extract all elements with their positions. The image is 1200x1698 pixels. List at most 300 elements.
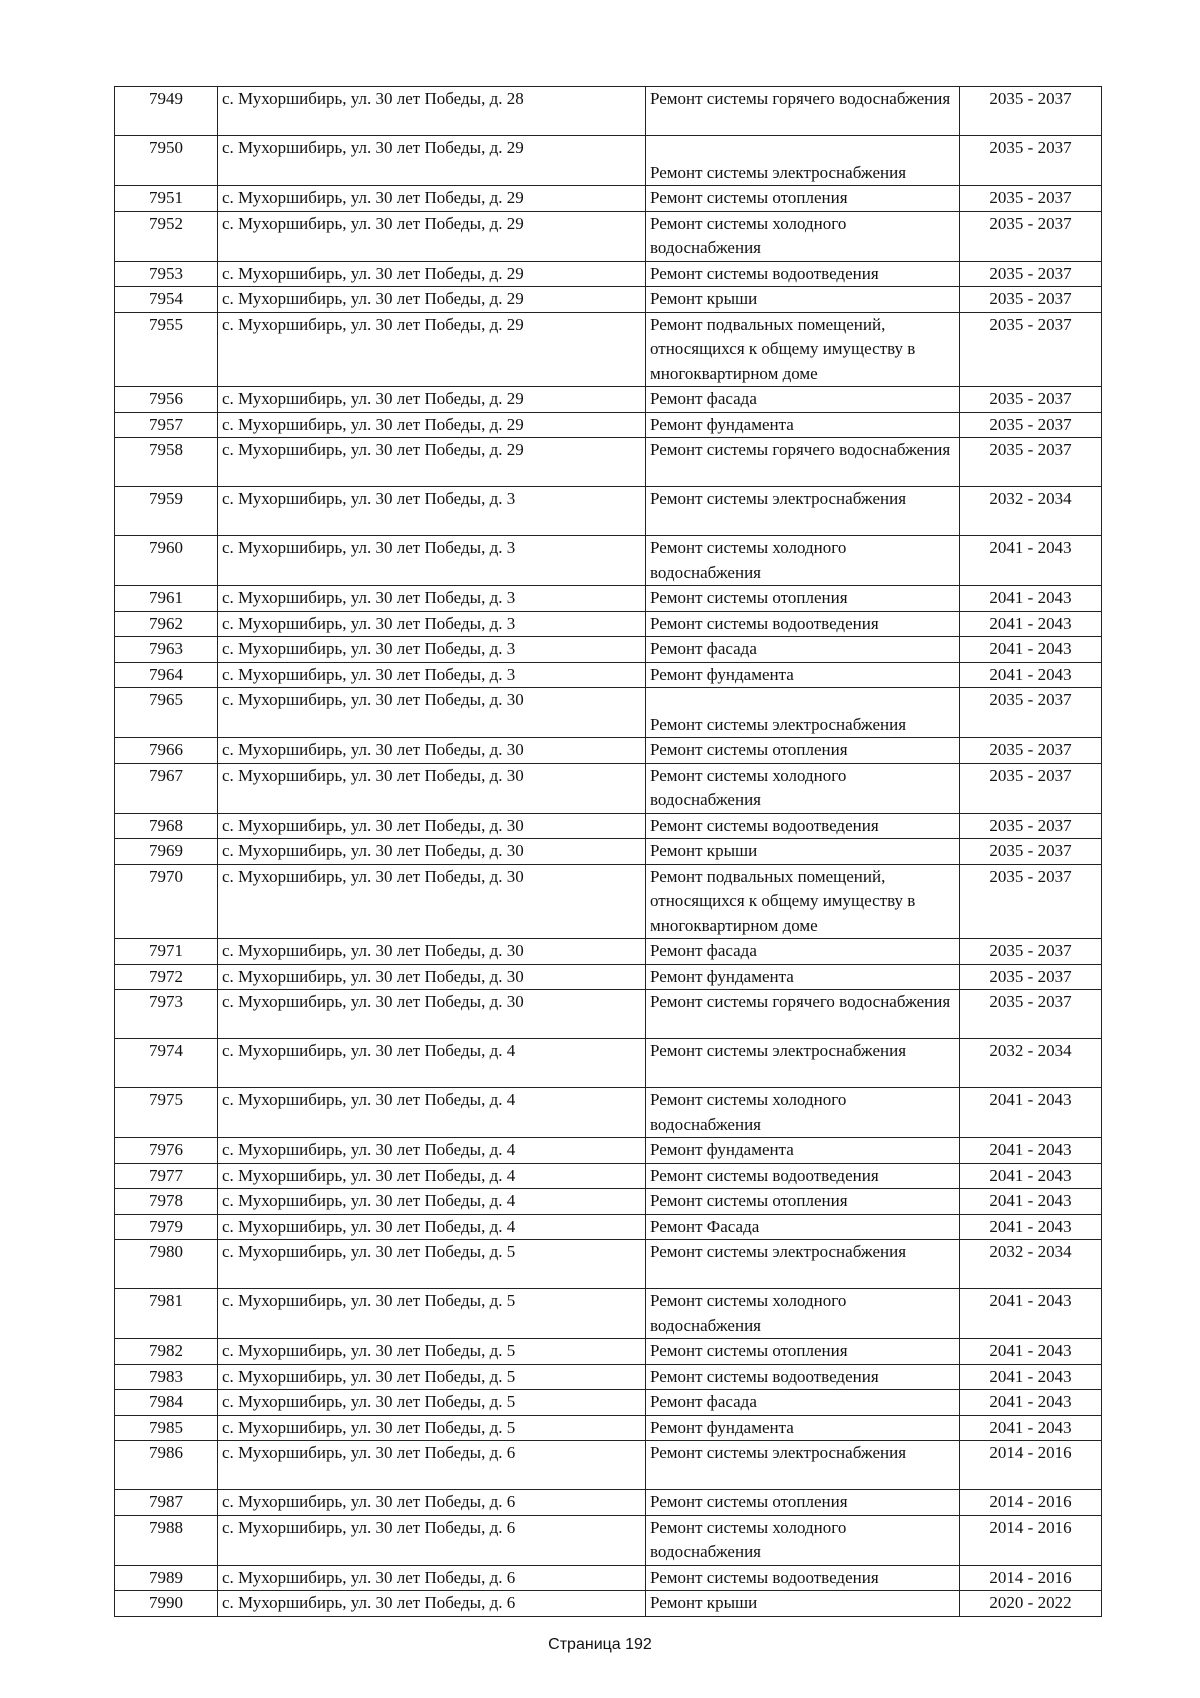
address-cell-text: с. Мухоршибирь, ул. 30 лет Победы, д. 3: [222, 613, 516, 633]
work-type-cell-text: Ремонт системы холодного водоснабжения: [650, 1291, 847, 1335]
address-cell: [218, 1390, 646, 1416]
work-type-cell: [646, 1289, 960, 1339]
work-type-cell: [646, 1415, 960, 1441]
row-number-cell-text: 7950: [149, 138, 183, 157]
period-cell-text: 2035 - 2037: [989, 440, 1072, 459]
row-number-cell: [115, 1214, 218, 1240]
work-type-cell-text: Ремонт системы холодного водоснабжения: [650, 213, 847, 257]
period-cell: [960, 1339, 1102, 1365]
address-cell-text: с. Мухоршибирь, ул. 30 лет Победы, д. 29: [222, 389, 524, 408]
address-cell: [218, 186, 646, 212]
work-type-cell: [646, 1515, 960, 1565]
work-type-cell: [646, 964, 960, 990]
row-number-cell: [115, 939, 218, 965]
address-cell-text: с. Мухоршибирь, ул. 30 лет Победы, д. 6: [222, 1443, 516, 1462]
period-cell: [960, 438, 1102, 487]
address-cell: [218, 536, 646, 586]
row-number-cell: [115, 387, 218, 413]
work-type-cell: [646, 412, 960, 438]
row-number-cell-text: 7955: [149, 314, 183, 334]
work-type-cell-text: Ремонт фасада: [650, 1392, 757, 1411]
address-cell: [218, 1515, 646, 1565]
row-number-cell-text: 7990: [149, 1593, 183, 1612]
table-row: [115, 1088, 1102, 1138]
period-cell-text: 2035 - 2037: [989, 289, 1072, 308]
period-cell: [960, 1490, 1102, 1516]
table-row: [115, 211, 1102, 261]
work-type-cell-text: Ремонт системы электроснабжения: [650, 162, 907, 182]
table-row: [115, 662, 1102, 688]
period-cell-text: 2041 - 2043: [989, 538, 1072, 557]
address-cell-text: с. Мухоршибирь, ул. 30 лет Победы, д. 6: [222, 1593, 516, 1612]
row-number-cell-text: 7952: [149, 213, 183, 233]
row-number-cell-text: 7963: [149, 639, 183, 658]
work-type-cell: [646, 261, 960, 287]
address-cell: [218, 763, 646, 813]
address-cell-text: с. Мухоршибирь, ул. 30 лет Победы, д. 30: [222, 815, 524, 835]
period-cell: [960, 1364, 1102, 1390]
work-type-cell: [646, 586, 960, 612]
row-number-cell-text: 7973: [149, 992, 183, 1011]
table-row: [115, 813, 1102, 839]
row-number-cell: [115, 261, 218, 287]
work-type-cell-text: Ремонт системы отопления: [650, 188, 848, 207]
work-type-cell-text: Ремонт системы электроснабжения: [650, 714, 907, 734]
row-number-cell: [115, 990, 218, 1039]
row-number-cell: [115, 487, 218, 536]
work-type-cell-text: Ремонт системы холодного водоснабжения: [650, 765, 847, 809]
address-cell-text: с. Мухоршибирь, ул. 30 лет Победы, д. 3: [222, 588, 516, 607]
table-row: [115, 186, 1102, 212]
address-cell-text: с. Мухоршибирь, ул. 30 лет Победы, д. 30: [222, 841, 524, 860]
period-cell-text: 2032 - 2034: [989, 489, 1072, 508]
row-number-cell: [115, 1490, 218, 1516]
work-type-cell-text: Ремонт системы холодного водоснабжения: [650, 1090, 847, 1134]
address-cell: [218, 1163, 646, 1189]
address-cell-text: с. Мухоршибирь, ул. 30 лет Победы, д. 29: [222, 188, 524, 207]
table-row: [115, 1490, 1102, 1516]
address-cell: [218, 312, 646, 387]
address-cell: [218, 637, 646, 663]
period-cell-text: 2041 - 2043: [989, 1341, 1072, 1360]
address-cell: [218, 136, 646, 186]
address-cell-text: с. Мухоршибирь, ул. 30 лет Победы, д. 6: [222, 1492, 516, 1511]
table-row: [115, 939, 1102, 965]
work-type-cell-text: Ремонт системы отопления: [650, 1492, 848, 1511]
table-row: [115, 387, 1102, 413]
table-row: [115, 1163, 1102, 1189]
address-cell-text: с. Мухоршибирь, ул. 30 лет Победы, д. 30: [222, 941, 524, 960]
period-cell-text: 2035 - 2037: [989, 866, 1072, 886]
period-cell-text: 2041 - 2043: [989, 588, 1072, 607]
period-cell: [960, 1591, 1102, 1617]
period-cell: [960, 864, 1102, 939]
work-type-cell-text: Ремонт системы отопления: [650, 740, 848, 759]
work-type-cell: [646, 939, 960, 965]
row-number-cell-text: 7979: [149, 1216, 183, 1236]
work-type-cell: [646, 312, 960, 387]
period-cell-text: 2041 - 2043: [989, 1216, 1072, 1236]
period-cell: [960, 387, 1102, 413]
period-cell-text: 2035 - 2037: [989, 414, 1072, 434]
address-cell: [218, 211, 646, 261]
period-cell: [960, 1088, 1102, 1138]
period-cell-text: 2035 - 2037: [989, 188, 1072, 207]
row-number-cell-text: 7985: [149, 1417, 183, 1437]
table-row: [115, 536, 1102, 586]
row-number-cell-text: 7954: [149, 289, 183, 308]
table-body: [115, 87, 1102, 1617]
period-cell: [960, 1039, 1102, 1088]
address-cell-text: с. Мухоршибирь, ул. 30 лет Победы, д. 30: [222, 966, 524, 986]
row-number-cell-text: 7967: [149, 765, 183, 785]
row-number-cell-text: 7949: [149, 89, 183, 108]
work-type-cell-text: Ремонт подвальных помещений, относящихся к общему имуществу в многоквартирном доме: [650, 866, 916, 935]
work-type-cell-text: Ремонт системы горячего водоснабжения: [650, 89, 951, 108]
address-cell-text: с. Мухоршибирь, ул. 30 лет Победы, д. 5: [222, 1341, 516, 1360]
address-cell-text: с. Мухоршибирь, ул. 30 лет Победы, д. 4: [222, 1165, 516, 1185]
work-type-cell-text: Ремонт фундамента: [650, 664, 794, 684]
period-cell: [960, 487, 1102, 536]
period-cell-text: 2041 - 2043: [989, 1191, 1072, 1210]
address-cell-text: с. Мухоршибирь, ул. 30 лет Победы, д. 3: [222, 489, 516, 508]
period-cell-text: 2041 - 2043: [989, 1165, 1072, 1185]
work-type-cell: [646, 864, 960, 939]
address-cell-text: с. Мухоршибирь, ул. 30 лет Победы, д. 5: [222, 1392, 516, 1411]
work-type-cell: [646, 1189, 960, 1215]
period-cell: [960, 1240, 1102, 1289]
row-number-cell: [115, 763, 218, 813]
address-cell-text: с. Мухоршибирь, ул. 30 лет Победы, д. 5: [222, 1242, 516, 1261]
address-cell-text: с. Мухоршибирь, ул. 30 лет Победы, д. 29: [222, 289, 524, 308]
row-number-cell: [115, 864, 218, 939]
address-cell: [218, 813, 646, 839]
row-number-cell: [115, 1240, 218, 1289]
address-cell: [218, 1039, 646, 1088]
work-type-cell-text: Ремонт системы электроснабжения: [650, 1242, 907, 1261]
row-number-cell-text: 7984: [149, 1392, 183, 1411]
work-type-cell: [646, 211, 960, 261]
work-type-cell: [646, 186, 960, 212]
period-cell-text: 2041 - 2043: [989, 1392, 1072, 1411]
address-cell: [218, 1565, 646, 1591]
address-cell-text: с. Мухоршибирь, ул. 30 лет Победы, д. 29: [222, 414, 524, 434]
address-cell-text: с. Мухоршибирь, ул. 30 лет Победы, д. 5: [222, 1366, 516, 1386]
row-number-cell: [115, 1565, 218, 1591]
row-number-cell-text: 7971: [149, 941, 183, 960]
address-cell: [218, 839, 646, 865]
period-cell: [960, 287, 1102, 313]
work-type-cell: [646, 611, 960, 637]
work-type-cell: [646, 87, 960, 136]
period-cell: [960, 1163, 1102, 1189]
work-type-cell-text: Ремонт системы холодного водоснабжения: [650, 1517, 847, 1561]
address-cell: [218, 1088, 646, 1138]
address-cell-text: с. Мухоршибирь, ул. 30 лет Победы, д. 4: [222, 1216, 516, 1236]
row-number-cell: [115, 1441, 218, 1490]
row-number-cell-text: 7953: [149, 263, 183, 283]
work-type-cell-text: Ремонт системы водоотведения: [650, 263, 879, 283]
table-row: [115, 1565, 1102, 1591]
row-number-cell-text: 7960: [149, 538, 183, 557]
row-number-cell-text: 7970: [149, 866, 183, 886]
row-number-cell: [115, 662, 218, 688]
row-number-cell: [115, 586, 218, 612]
period-cell: [960, 536, 1102, 586]
row-number-cell-text: 7981: [149, 1291, 183, 1310]
period-cell: [960, 1390, 1102, 1416]
address-cell: [218, 1415, 646, 1441]
address-cell-text: с. Мухоршибирь, ул. 30 лет Победы, д. 29: [222, 263, 524, 283]
work-type-cell: [646, 1240, 960, 1289]
row-number-cell-text: 7969: [149, 841, 183, 860]
table-row: [115, 738, 1102, 764]
work-type-cell-text: Ремонт Фасада: [650, 1216, 760, 1236]
row-number-cell: [115, 536, 218, 586]
period-cell: [960, 211, 1102, 261]
work-type-cell-text: Ремонт системы горячего водоснабжения: [650, 992, 951, 1011]
address-cell-text: с. Мухоршибирь, ул. 30 лет Победы, д. 3: [222, 538, 516, 557]
address-cell: [218, 1490, 646, 1516]
work-type-cell: [646, 1339, 960, 1365]
work-type-cell: [646, 763, 960, 813]
period-cell-text: 2041 - 2043: [989, 1366, 1072, 1386]
address-cell: [218, 87, 646, 136]
row-number-cell-text: 7958: [149, 440, 183, 459]
table-row: [115, 136, 1102, 186]
period-cell: [960, 1565, 1102, 1591]
row-number-cell-text: 7968: [149, 815, 183, 835]
period-cell-text: 2032 - 2034: [989, 1041, 1072, 1060]
address-cell-text: с. Мухоршибирь, ул. 30 лет Победы, д. 30: [222, 992, 524, 1011]
address-cell-text: с. Мухоршибирь, ул. 30 лет Победы, д. 30: [222, 690, 524, 709]
address-cell-text: с. Мухоршибирь, ул. 30 лет Победы, д. 30: [222, 866, 524, 886]
table-row: [115, 839, 1102, 865]
period-cell-text: 2035 - 2037: [989, 815, 1072, 835]
work-type-cell-text: Ремонт системы отопления: [650, 1191, 848, 1210]
address-cell: [218, 1214, 646, 1240]
period-cell: [960, 261, 1102, 287]
period-cell-text: 2041 - 2043: [989, 613, 1072, 633]
period-cell: [960, 1138, 1102, 1164]
period-cell: [960, 412, 1102, 438]
work-type-cell: [646, 1390, 960, 1416]
table-row: [115, 1214, 1102, 1240]
address-cell: [218, 1339, 646, 1365]
address-cell: [218, 387, 646, 413]
work-type-cell-text: Ремонт системы отопления: [650, 1341, 848, 1360]
row-number-cell-text: 7966: [149, 740, 183, 759]
work-type-cell: [646, 839, 960, 865]
period-cell: [960, 1289, 1102, 1339]
table-row: [115, 287, 1102, 313]
work-type-cell-text: Ремонт системы водоотведения: [650, 613, 879, 633]
address-cell: [218, 1289, 646, 1339]
page-number-label: Страница 192: [548, 1636, 652, 1653]
work-type-cell-text: Ремонт фундамента: [650, 966, 794, 986]
address-cell-text: с. Мухоршибирь, ул. 30 лет Победы, д. 4: [222, 1191, 516, 1210]
work-type-cell-text: Ремонт крыши: [650, 1593, 758, 1612]
address-cell-text: с. Мухоршибирь, ул. 30 лет Победы, д. 5: [222, 1291, 516, 1310]
period-cell-text: 2035 - 2037: [989, 740, 1072, 759]
row-number-cell-text: 7975: [149, 1090, 183, 1109]
row-number-cell-text: 7951: [149, 188, 183, 207]
work-type-cell: [646, 1088, 960, 1138]
work-type-cell-text: Ремонт системы водоотведения: [650, 815, 879, 835]
row-number-cell: [115, 1088, 218, 1138]
table-row: [115, 1390, 1102, 1416]
table-row: [115, 1189, 1102, 1215]
address-cell-text: с. Мухоршибирь, ул. 30 лет Победы, д. 6: [222, 1567, 516, 1587]
work-type-cell-text: Ремонт системы электроснабжения: [650, 1041, 907, 1060]
row-number-cell-text: 7964: [149, 664, 183, 684]
row-number-cell: [115, 1289, 218, 1339]
address-cell-text: с. Мухоршибирь, ул. 30 лет Победы, д. 30: [222, 765, 524, 785]
table-row: [115, 990, 1102, 1039]
work-type-cell: [646, 688, 960, 738]
period-cell-text: 2014 - 2016: [989, 1443, 1072, 1462]
work-type-cell-text: Ремонт системы водоотведения: [650, 1366, 879, 1386]
address-cell-text: с. Мухоршибирь, ул. 30 лет Победы, д. 30: [222, 740, 524, 759]
address-cell-text: с. Мухоршибирь, ул. 30 лет Победы, д. 4: [222, 1140, 516, 1159]
work-type-cell: [646, 1214, 960, 1240]
address-cell: [218, 611, 646, 637]
period-cell: [960, 990, 1102, 1039]
address-cell: [218, 662, 646, 688]
row-number-cell: [115, 688, 218, 738]
work-type-cell: [646, 136, 960, 186]
table-row: [115, 438, 1102, 487]
period-cell: [960, 586, 1102, 612]
address-cell: [218, 586, 646, 612]
table-row: [115, 763, 1102, 813]
address-cell: [218, 1189, 646, 1215]
table-row: [115, 1240, 1102, 1289]
address-cell: [218, 1364, 646, 1390]
address-cell: [218, 261, 646, 287]
work-type-cell: [646, 813, 960, 839]
address-cell: [218, 939, 646, 965]
work-type-cell: [646, 387, 960, 413]
row-number-cell: [115, 438, 218, 487]
period-cell: [960, 1214, 1102, 1240]
address-cell: [218, 990, 646, 1039]
period-cell: [960, 813, 1102, 839]
period-cell: [960, 839, 1102, 865]
work-type-cell: [646, 738, 960, 764]
row-number-cell-text: 7978: [149, 1191, 183, 1210]
period-cell-text: 2035 - 2037: [989, 213, 1072, 233]
work-type-cell: [646, 1163, 960, 1189]
row-number-cell: [115, 839, 218, 865]
address-cell: [218, 738, 646, 764]
row-number-cell-text: 7986: [149, 1443, 183, 1462]
period-cell: [960, 738, 1102, 764]
address-cell-text: с. Мухоршибирь, ул. 30 лет Победы, д. 5: [222, 1417, 516, 1437]
period-cell-text: 2041 - 2043: [989, 1140, 1072, 1159]
period-cell-text: 2035 - 2037: [989, 992, 1072, 1011]
address-cell-text: с. Мухоршибирь, ул. 30 лет Победы, д. 4: [222, 1041, 516, 1060]
period-cell: [960, 136, 1102, 186]
period-cell: [960, 312, 1102, 387]
work-type-cell-text: Ремонт фундамента: [650, 1140, 794, 1159]
period-cell-text: 2014 - 2016: [989, 1567, 1072, 1587]
row-number-cell-text: 7977: [149, 1165, 183, 1185]
period-cell-text: 2032 - 2034: [989, 1242, 1072, 1261]
row-number-cell: [115, 1515, 218, 1565]
work-type-cell: [646, 1138, 960, 1164]
period-cell-text: 2035 - 2037: [989, 263, 1072, 283]
period-cell: [960, 688, 1102, 738]
row-number-cell: [115, 813, 218, 839]
table-row: [115, 586, 1102, 612]
address-cell: [218, 1441, 646, 1490]
row-number-cell-text: 7972: [149, 966, 183, 986]
period-cell-text: 2035 - 2037: [989, 690, 1072, 709]
row-number-cell-text: 7982: [149, 1341, 183, 1360]
row-number-cell: [115, 287, 218, 313]
period-cell-text: 2035 - 2037: [989, 314, 1072, 334]
row-number-cell-text: 7957: [149, 414, 183, 434]
work-type-cell-text: Ремонт системы горячего водоснабжения: [650, 440, 951, 459]
work-type-cell: [646, 487, 960, 536]
work-type-cell: [646, 438, 960, 487]
period-cell: [960, 939, 1102, 965]
table-row: [115, 1364, 1102, 1390]
row-number-cell-text: 7980: [149, 1242, 183, 1261]
table-row: [115, 412, 1102, 438]
work-type-cell: [646, 536, 960, 586]
work-type-cell-text: Ремонт фундамента: [650, 1417, 794, 1437]
work-type-cell: [646, 990, 960, 1039]
row-number-cell: [115, 1364, 218, 1390]
period-cell-text: 2035 - 2037: [989, 138, 1072, 157]
address-cell-text: с. Мухоршибирь, ул. 30 лет Победы, д. 29: [222, 138, 524, 157]
address-cell: [218, 1240, 646, 1289]
period-cell: [960, 1515, 1102, 1565]
work-type-cell: [646, 1441, 960, 1490]
row-number-cell: [115, 412, 218, 438]
row-number-cell-text: 7987: [149, 1492, 183, 1511]
period-cell: [960, 186, 1102, 212]
period-cell: [960, 1415, 1102, 1441]
row-number-cell-text: 7962: [149, 613, 183, 633]
row-number-cell: [115, 87, 218, 136]
period-cell-text: 2041 - 2043: [989, 1417, 1072, 1437]
table-row: [115, 312, 1102, 387]
address-cell-text: с. Мухоршибирь, ул. 30 лет Победы, д. 29: [222, 213, 524, 233]
row-number-cell-text: 7956: [149, 389, 183, 408]
period-cell-text: 2041 - 2043: [989, 639, 1072, 658]
table-row: [115, 1339, 1102, 1365]
work-type-cell-text: Ремонт системы электроснабжения: [650, 489, 907, 508]
row-number-cell-text: 7959: [149, 489, 183, 508]
address-cell: [218, 964, 646, 990]
table-row: [115, 1415, 1102, 1441]
address-cell: [218, 1138, 646, 1164]
row-number-cell-text: 7974: [149, 1041, 183, 1060]
row-number-cell-text: 7988: [149, 1517, 183, 1537]
work-type-cell-text: Ремонт фасада: [650, 941, 757, 960]
work-type-cell: [646, 1039, 960, 1088]
address-cell: [218, 412, 646, 438]
address-cell-text: с. Мухоршибирь, ул. 30 лет Победы, д. 29: [222, 440, 524, 459]
work-type-cell: [646, 287, 960, 313]
work-type-cell-text: Ремонт системы электроснабжения: [650, 1443, 907, 1462]
row-number-cell: [115, 136, 218, 186]
row-number-cell-text: 7965: [149, 690, 183, 709]
address-cell: [218, 287, 646, 313]
